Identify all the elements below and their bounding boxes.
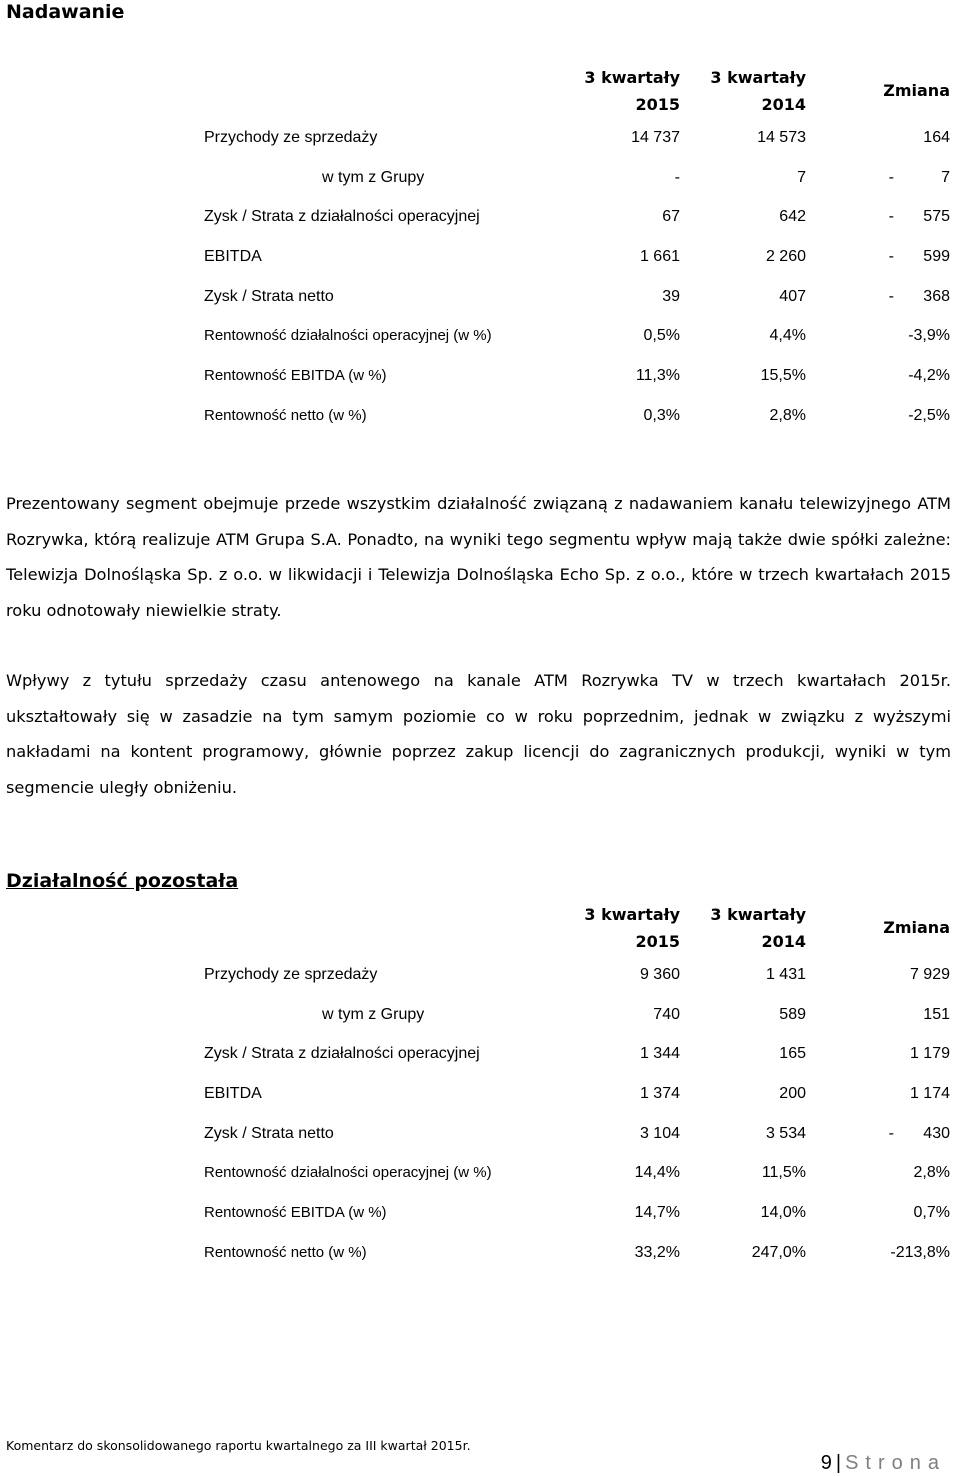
header-col-2014: [676, 901, 806, 955]
row-label: Przychody ze sprzedaży: [204, 129, 378, 146]
header-year: 2014: [761, 932, 806, 951]
value-change: -2,5%: [908, 406, 950, 424]
page-word: Strona: [845, 1452, 946, 1474]
table-row: [204, 1074, 950, 1114]
page-number: [821, 1452, 946, 1475]
value-2014: 589: [779, 1005, 806, 1023]
table-row: [204, 1114, 950, 1154]
table-row: [204, 316, 950, 356]
value-2014: 2,8%: [769, 406, 806, 424]
table-row: [204, 158, 950, 198]
value-2014: 14,0%: [760, 1204, 806, 1222]
value-2015: 740: [653, 1005, 680, 1023]
header-year: 2015: [635, 95, 680, 114]
table-row: [204, 1153, 950, 1193]
value-2014: 2 260: [765, 248, 806, 266]
value-2015: 1 344: [639, 1045, 680, 1063]
row-label: Zysk / Strata netto: [204, 287, 334, 305]
table-row: [204, 197, 950, 237]
table-row: [204, 1034, 950, 1074]
value-2014: 15,5%: [760, 367, 806, 385]
change-sign: -: [888, 1124, 894, 1142]
row-label: Rentowność działalności operacyjnej (w %): [204, 1164, 492, 1182]
change-sign: -: [888, 287, 894, 305]
value-change: 7 929: [909, 966, 950, 983]
value-2015: 33,2%: [634, 1243, 680, 1261]
table-header: [204, 64, 950, 118]
section-title-dzialalnosc-pozostala: Działalność pozostała: [6, 870, 239, 892]
value-change: -3,9%: [908, 327, 950, 345]
header-col-change: Zmiana: [883, 918, 950, 937]
row-label: w tym z Grupy: [322, 1005, 425, 1023]
row-label: Rentowność działalności operacyjnej (w %): [204, 327, 492, 345]
footer-text: Komentarz do skonsolidowanego raportu kwartalnego za III kwartał 2015r.: [6, 1438, 471, 1453]
table-row: [204, 1193, 950, 1233]
table-body: [204, 955, 950, 1273]
value-change: -4,2%: [908, 367, 950, 385]
table-row: [204, 995, 950, 1035]
value-change: 368: [923, 287, 950, 305]
header-year: 2015: [635, 932, 680, 951]
value-2014: 407: [779, 287, 806, 305]
table-body: [204, 118, 950, 436]
header-label: 3 kwartały: [584, 68, 680, 87]
table-row: [204, 237, 950, 277]
value-2014: 200: [779, 1085, 806, 1103]
value-2015: 14,7%: [634, 1204, 680, 1222]
value-2015: 67: [662, 208, 680, 226]
table-row: [204, 356, 950, 396]
value-change: 164: [923, 129, 950, 146]
value-2015: 14,4%: [634, 1164, 680, 1182]
table-header: [204, 901, 950, 955]
paragraph-revenue-commentary: Wpływy z tytułu sprzedaży czasu antenowego na kanale ATM Rozrywka TV w trzech kwartałach 2015r. ukształtowały się w zasadzie na tym samym poziomie co w roku poprzednim, jednak w związku z wyższymi nakładami na kontent programowy, głównie poprzez zakup licencji do zagranicznych produkcji, wyniki w tym segmencie uległy obniżeniu.: [6, 671, 951, 797]
value-2014: 4,4%: [769, 327, 806, 345]
value-2015: 3 104: [639, 1124, 680, 1142]
value-change: 575: [923, 208, 950, 226]
page-number-value: 9: [820, 1452, 832, 1474]
value-2014: 247,0%: [751, 1243, 806, 1261]
value-2014: 7: [797, 168, 806, 186]
value-2015: 0,5%: [643, 327, 680, 345]
value-2014: 3 534: [765, 1124, 806, 1142]
table-row: [204, 118, 950, 158]
header-col-change: Zmiana: [883, 81, 950, 100]
row-label: EBITDA: [204, 248, 262, 266]
value-2014: 14 573: [757, 129, 806, 146]
row-label: EBITDA: [204, 1085, 262, 1103]
table-dzialalnosc-pozostala: [204, 901, 950, 1273]
value-2014: 642: [779, 208, 806, 226]
value-2015: 39: [662, 287, 680, 305]
table-nadawanie: [204, 64, 950, 436]
change-sign: -: [888, 208, 894, 226]
table-row: [204, 955, 950, 995]
value-change: 0,7%: [913, 1204, 950, 1222]
value-2014: 11,5%: [761, 1164, 806, 1182]
header-col-2014: [676, 64, 806, 118]
value-2015: 0,3%: [643, 406, 680, 424]
value-change: 2,8%: [913, 1164, 950, 1182]
header-label: 3 kwartały: [710, 68, 806, 87]
row-label: Rentowność netto (w %): [204, 1243, 367, 1261]
header-label: 3 kwartały: [710, 905, 806, 924]
section-title-nadawanie: Nadawanie: [6, 1, 125, 23]
paragraph-segment-description: Prezentowany segment obejmuje przede wszystkim działalność związaną z nadawaniem kanału telewizyjnego ATM Rozrywka, którą realizuje ATM Grupa S.A. Ponadto, na wyniki tego segmentu wpływ mają także dwie spółki zależne: Telewizja Dolnośląska Sp. z o.o. w likwidacji i Telewizja Dolnośląska Echo Sp. z o.o., które w trzech kwartałach 2015 roku odnotowały niewielkie straty.: [6, 494, 951, 620]
header-col-2015: [550, 901, 680, 955]
row-label: Zysk / Strata netto: [204, 1124, 334, 1142]
change-sign: -: [888, 168, 894, 186]
row-label: Zysk / Strata z działalności operacyjnej: [204, 208, 480, 226]
value-change: 151: [923, 1005, 950, 1023]
value-change: 1 174: [909, 1085, 950, 1103]
row-label: Rentowność EBITDA (w %): [204, 367, 387, 385]
value-2015: 14 737: [631, 129, 680, 146]
change-sign: -: [888, 248, 894, 266]
row-label: Rentowność netto (w %): [204, 406, 367, 424]
table-row: [204, 396, 950, 436]
row-label: Zysk / Strata z działalności operacyjnej: [204, 1045, 480, 1063]
row-label: w tym z Grupy: [322, 168, 425, 186]
value-2015: 1 374: [639, 1085, 680, 1103]
value-change: 1 179: [909, 1045, 950, 1063]
value-2015: 1 661: [639, 248, 680, 266]
value-2014: 165: [779, 1045, 806, 1063]
row-label: Rentowność EBITDA (w %): [204, 1204, 387, 1222]
value-change: 430: [923, 1124, 950, 1142]
page-separator: |: [835, 1452, 842, 1474]
value-change: 599: [923, 248, 950, 266]
header-label: 3 kwartały: [584, 905, 680, 924]
row-label: Przychody ze sprzedaży: [204, 966, 378, 983]
header-year: 2014: [761, 95, 806, 114]
value-2015: 9 360: [639, 966, 680, 983]
value-change: -213,8%: [890, 1243, 950, 1261]
value-2014: 1 431: [765, 966, 806, 983]
value-2015: 11,3%: [635, 367, 680, 385]
value-change: 7: [941, 168, 950, 186]
table-row: [204, 277, 950, 317]
table-row: [204, 1233, 950, 1273]
header-col-2015: [550, 64, 680, 118]
value-2015: -: [674, 168, 680, 186]
